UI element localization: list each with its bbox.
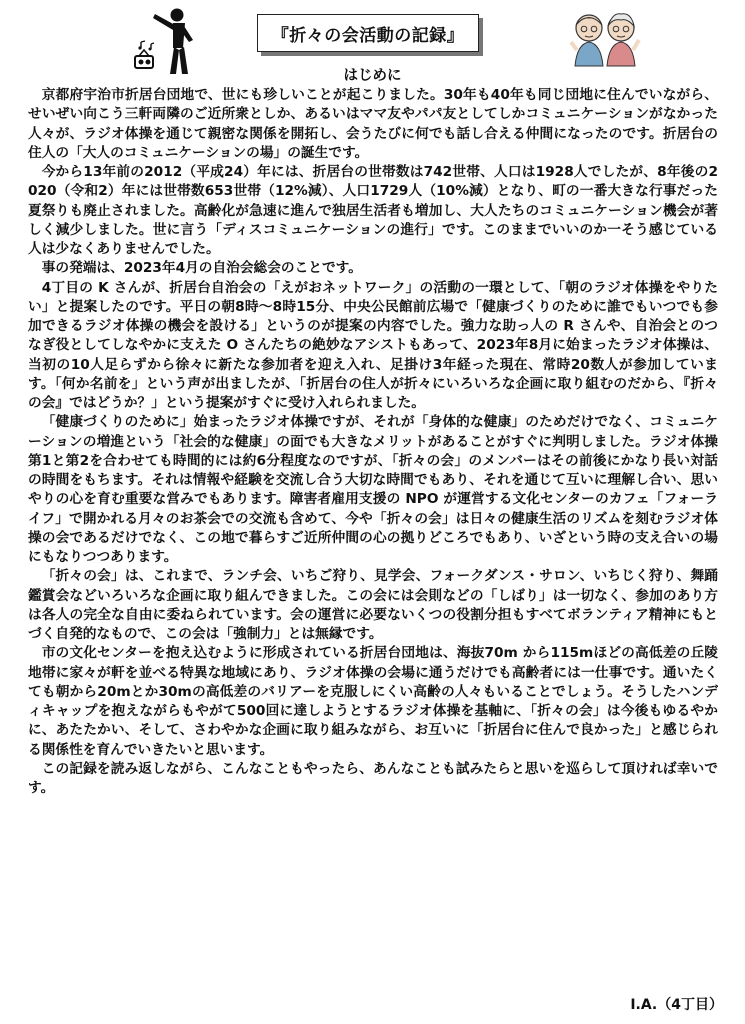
paragraph: 今から13年前の2012（平成24）年には、折居台の世帯数は742世帯、人口は1928人でしたが、8年後の2020（令和2）年には世帯数653世帯（12%減）、人口1729人（10%減）となり、町の一番大きな行事だった夏祭りも廃止されました。高齢化が急速に進んで独居生活者も増加し、大人たちのコミュニケーション機会が著しく減少しました。世に言う「ディスコミュニケーションの進行」です。このままでいいのか一そう感じている人は少なくありませんでした。: [28, 164, 718, 257]
page-header: [0, 0, 745, 84]
elderly-couple-icon: [565, 8, 645, 68]
paragraph: 4丁目の K さんが、折居台自治会の「えがおネットワーク」の活動の一環として、「朝のラジオ体操をやりたい」と提案したのです。平日の朝8時～8時15分、中央公民館前広場で「健康づくりのために誰でもいつでも参加できるラジオ体操の機会を設ける」というのが提案の内容でした。強力な助っ人の R さんや、自治会とのつなぎ役としてしなやかに支えた O さんたちの絶妙なアシストもあって、2023年8月に始まったラジオ体操は、当初の10人足らずから徐々に新たな参加者を迎え入れ、足掛け3年経った現在、常時20数人が参加しています。「何か名前を」という声が出ましたが、「折居台の住人が折々にいろいろな企画に取り組むのだから、『折々の会』ではどうか？」という提案がすぐに受け入れられました。: [28, 279, 718, 411]
paragraph: 京都府宇治市折居台団地で、世にも珍しいことが起こりました。30年も40年も同じ団地に住んでいながら、せいぜい向こう三軒両隣のご近所衆としか、あるいはママ友やパパ友としてしかコミュニケーションがなかった人々が、ラジオ体操を通じて親密な関係を開拓し、会うたびに何でも話し合える仲間になったのです。折居台の住人の「大人のコミュニケーションの場」の誕生です。: [28, 87, 718, 161]
article-body: [28, 86, 718, 798]
section-heading: はじめに: [343, 68, 402, 84]
author-signature: I.A.（4丁目）: [630, 997, 723, 1013]
paragraph: 市の文化センターを抱え込むように形成されている折居台団地は、海抜70m から115mほどの高低差の丘陵地帯に家々が軒を並べる特異な地域にあり、ラジオ体操の会場に通うだけでも高齢者には一仕事です。通いたくても朝から20mとか30mの高低差のバリアーを克服しにくい高齢の人々もいることでしょう。そうしたハンディキャップを抱えながらもやがて500回に達しようとするラジオ体操を基軸に、「折々の会」は今後もゆるやかに、あたたかい、そして、さわやかな企画に取り組みながら、お互いに「折居台に住んで良かった」と感じられる関係性を育んでいきたいと思います。: [28, 645, 718, 758]
paragraph: 「健康づくりのために」始まったラジオ体操ですが、それが「身体的な健康」のためだけでなく、コミュニケーションの増進という「社会的な健康」の面でも大きなメリットがあることがすぐに判明しました。ラジオ体操第1と第2を合わせても時間的には約6分程度なのですが、「折々の会」のメンバーはその前後にかなり長い対話の時間をもちます。それは情報や経験を交流し合う大切な時間でもあり、それを通じて互いに理解し合い、思いやりの心を育む重要な営みでもあります。障害者雇用支援の NPO が運営する文化センターのカフェ「フォーライフ」で開かれる月々のお茶会での交流も含めて、今や「折々の会」は日々の健康生活のリズムを刻むラジオ体操の会であるだけでなく、この地で暮らすご近所仲間の心の拠りどころでもあり、いざという時の支え合いの場にもなりつつあります。: [28, 414, 718, 565]
page-title: 『折々の会活動の記録』: [257, 14, 479, 52]
paragraph: この記録を読み返しながら、こんなこともやったら、あんなことも試みたらと思いを巡らして頂ければ幸いです。: [28, 760, 718, 796]
paragraph: 「折々の会」は、これまで、ランチ会、いちご狩り、見学会、フォークダンス・サロン、いちじく狩り、舞踊鑑賞会などいろいろな企画に取り組んできました。この会には会則などの「しばり」は一切なく、参加のあり方は各人の完全な自由に委ねられています。会の運営に必要ないくつの役割分担もすべてボランティア精神にもとづく自発的なもので、この会は「強制力」とは無縁です。: [28, 568, 718, 642]
paragraph: 事の発端は、2023年4月の自治会総会のことです。: [41, 260, 362, 277]
